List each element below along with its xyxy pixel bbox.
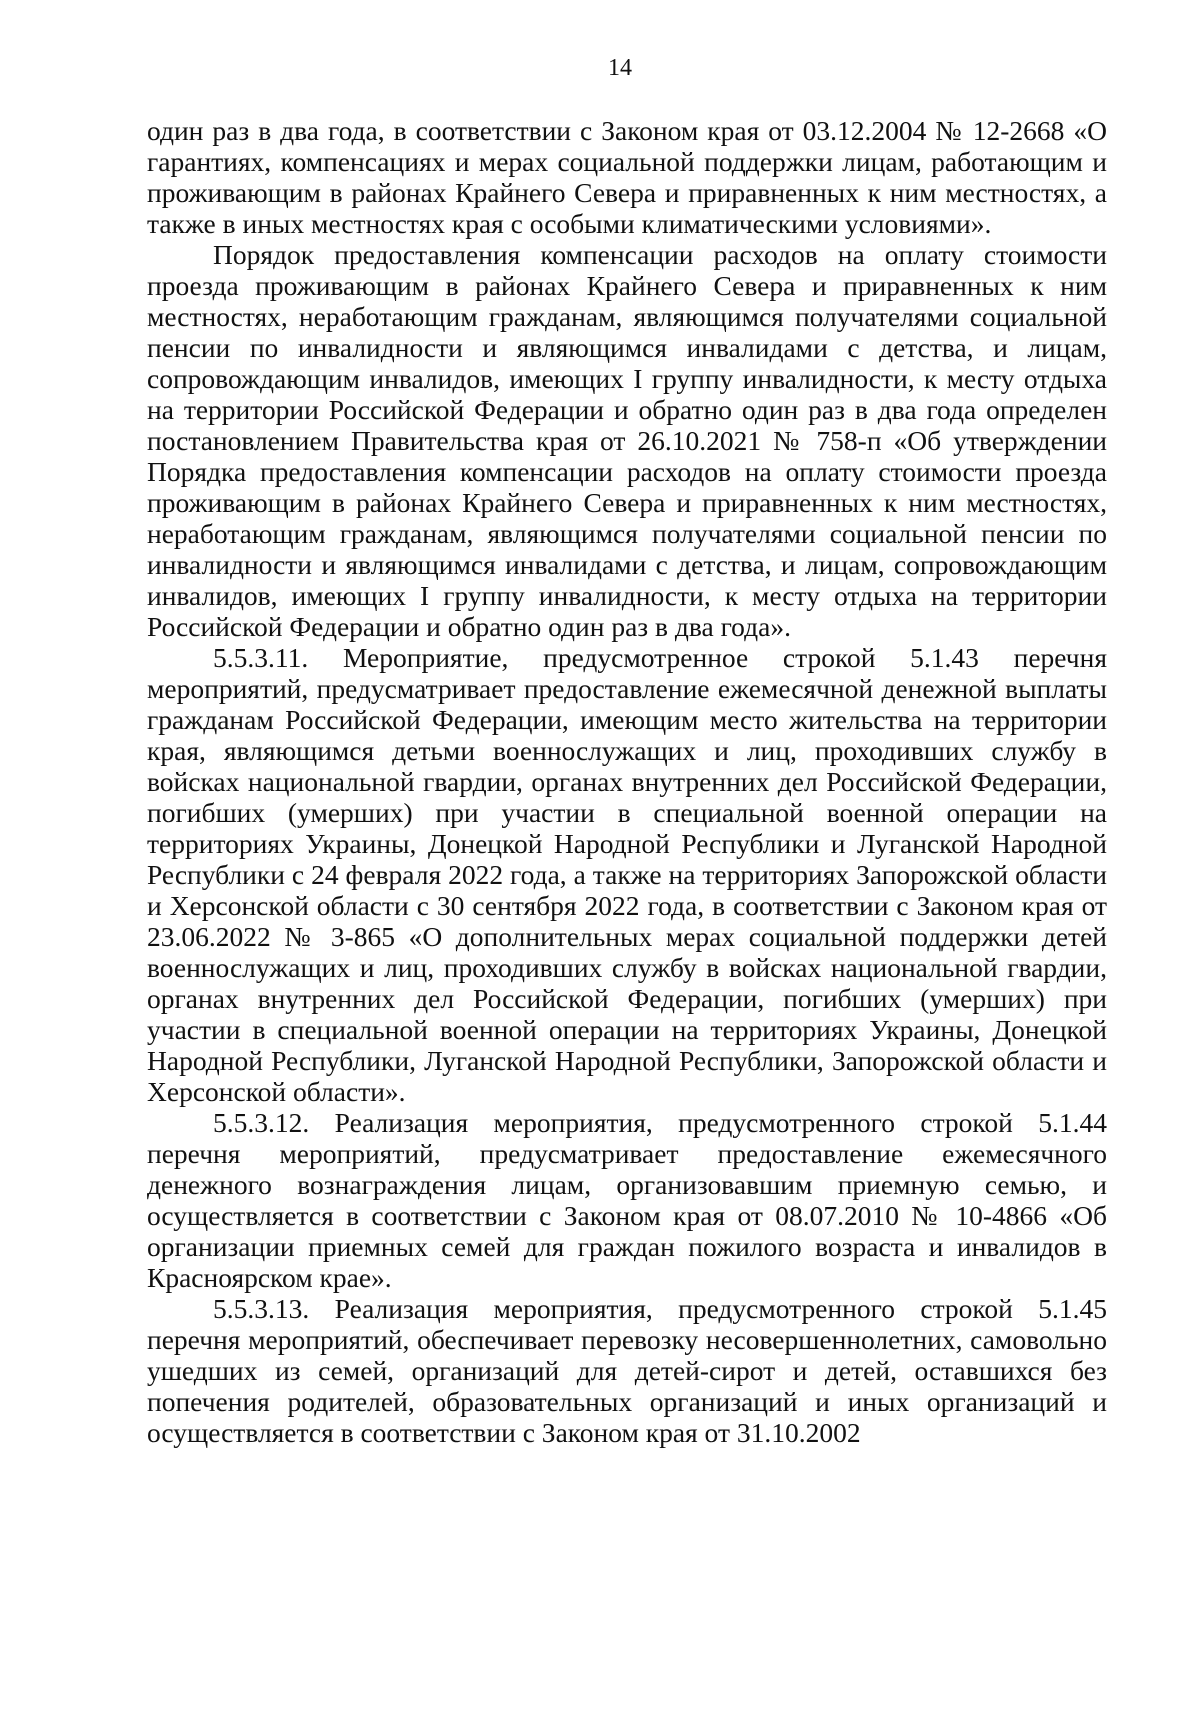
page-number: 14 [608, 55, 632, 81]
paragraph-compensation-procedure: Порядок предоставления компенсации расходов на оплату стоимости проезда проживающим в районах Крайнего Севера и приравненных к ним местностях, неработающим гражданам, являющимся получателями социальной пенсии по инвалидности и являющимся инвалидами с детства, и лицам, сопровождающим инвалидов, имеющих I группу инвалидности, к месту отдыха на территории Российской Федерации и обратно один раз в два года определен постановлением Правительства края от 26.10.2021 № 758-п «Об утверждении Порядка предоставления компенсации расходов на оплату стоимости проезда проживающим в районах Крайнего Севера и приравненных к ним местностях, неработающим гражданам, являющимся получателями социальной пенсии по инвалидности и являющимся инвалидами с детства, и лицам, сопровождающим инвалидов, имеющих I группу инвалидности, к месту отдыха на территории Российской Федерации и обратно один раз в два года». [147, 239, 1107, 642]
paragraph-5-5-3-12: 5.5.3.12. Реализация мероприятия, предусмотренного строкой 5.1.44 перечня мероприятий, предусматривает предоставление ежемесячного денежного вознаграждения лицам, организовавшим приемную семью, и осуществляется в соответствии с Законом края от 08.07.2010 № 10-4866 «Об организации приемных семей для граждан пожилого возраста и инвалидов в Красноярском крае». [147, 1107, 1107, 1293]
paragraph-continuation: один раз в два года, в соответствии с Законом края от 03.12.2004 № 12-2668 «О гарантиях, компенсациях и мерах социальной поддержки лицам, работающим и проживающим в районах Крайнего Севера и приравненных к ним местностях, а также в иных местностях края с особыми климатическими условиями». [147, 115, 1107, 239]
paragraph-5-5-3-11: 5.5.3.11. Мероприятие, предусмотренное строкой 5.1.43 перечня мероприятий, предусматривает предоставление ежемесячной денежной выплаты гражданам Российской Федерации, имеющим место жительства на территории края, являющимся детьми военнослужащих и лиц, проходивших службу в войсках национальной гвардии, органах внутренних дел Российской Федерации, погибших (умерших) при участии в специальной военной операции на территориях Украины, Донецкой Народной Республики и Луганской Народной Республики с 24 февраля 2022 года, а также на территориях Запорожской области и Херсонской области с 30 сентября 2022 года, в соответствии с Законом края от 23.06.2022 № 3-865 «О дополнительных мерах социальной поддержки детей военнослужащих и лиц, проходивших службу в войсках национальной гвардии, органах внутренних дел Российской Федерации, погибших (умерших) при участии в специальной военной операции на территориях Украины, Донецкой Народной Республики, Луганской Народной Республики, Запорожской области и Херсонской области». [147, 642, 1107, 1107]
paragraph-5-5-3-13: 5.5.3.13. Реализация мероприятия, предусмотренного строкой 5.1.45 перечня мероприятий, обеспечивает перевозку несовершеннолетних, самовольно ушедших из семей, организаций для детей-сирот и детей, оставшихся без попечения родителей, образовательных организаций и иных организаций и осуществляется в соответствии с Законом края от 31.10.2002 [147, 1293, 1107, 1448]
document-body [147, 115, 1107, 1448]
